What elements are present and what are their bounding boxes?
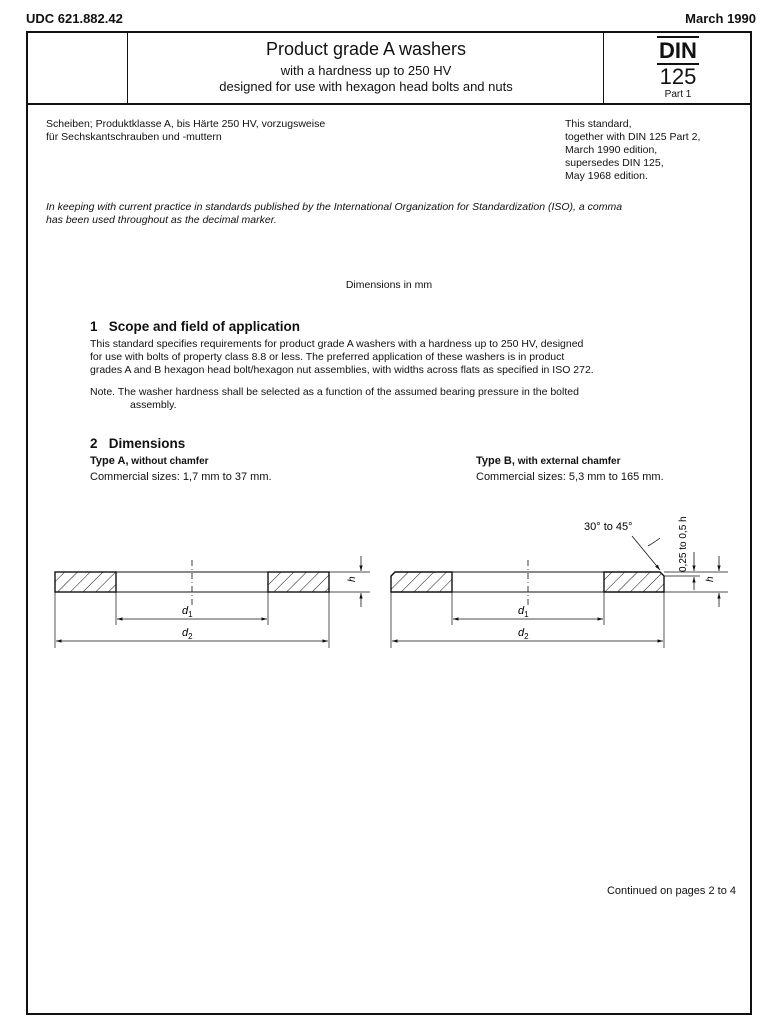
iso-note-line: has been used throughout as the decimal marker.: [46, 214, 277, 226]
type-b-d2-letter: d: [518, 627, 525, 639]
type-a-sizes: Commercial sizes: 1,7 mm to 37 mm.: [90, 471, 272, 483]
type-a-d2-letter: d: [182, 627, 189, 639]
type-b-angle-label: 30° to 45°: [584, 521, 633, 533]
issue-date: March 1990: [685, 11, 756, 26]
section-1-line: for use with bolts of property class 8.8 or less. The preferred application of these washers is in product: [90, 351, 565, 363]
type-a-h-label: h: [347, 576, 358, 582]
document-subtitle-1: with a hardness up to 250 HV: [280, 63, 452, 78]
type-a-d1-letter: d: [182, 605, 189, 617]
supersedes-line: together with DIN 125 Part 2,: [565, 131, 701, 143]
type-a-d1-label: [182, 605, 193, 619]
type-a-d1-subscript: 1: [188, 610, 193, 619]
type-b-d1-letter: d: [518, 605, 525, 617]
supersedes-line: May 1968 edition.: [565, 170, 648, 182]
supersedes-line: March 1990 edition,: [565, 144, 658, 156]
standard-number: 125: [659, 64, 697, 89]
german-title-line: Scheiben; Produktklasse A, bis Härte 250 HV, vorzugsweise: [46, 118, 326, 130]
german-title-line: für Sechskantschrauben und -muttern: [46, 131, 222, 143]
type-a-desc: without chamfer: [128, 456, 209, 467]
type-a-name: Type A,: [90, 455, 129, 467]
section-2-number: 2: [90, 436, 98, 451]
section-1-title: Scope and field of application: [108, 319, 301, 334]
document-subtitle-2: designed for use with hexagon head bolts and nuts: [219, 79, 513, 94]
type-b-angle-arc: [648, 538, 660, 546]
type-b-chamfer-height-label: 0,25 to 0,5 h: [678, 516, 689, 572]
continued-note: Continued on pages 2 to 4: [606, 885, 736, 897]
type-b-sizes: Commercial sizes: 5,3 mm to 165 mm.: [476, 471, 664, 483]
type-b-section-left: [391, 572, 452, 592]
document-title: Product grade A washers: [265, 39, 467, 59]
standard-label: DIN: [659, 38, 697, 63]
type-b-section-right: [604, 572, 664, 592]
type-a-section-left: [55, 572, 116, 592]
type-a-d2-subscript: 2: [188, 632, 193, 641]
section-2-title: Dimensions: [108, 436, 186, 451]
type-a-drawing: [55, 556, 370, 648]
note-line: Note. The washer hardness shall be selected as a function of the assumed bearing pressure in the bolted: [90, 386, 579, 398]
type-b-d1-subscript: 1: [524, 610, 529, 619]
type-b-d1-label: [518, 605, 529, 619]
type-b-d2-label: [518, 627, 529, 641]
supersedes-line: supersedes DIN 125,: [565, 157, 664, 169]
type-b-name: Type B,: [476, 455, 515, 467]
type-a-section-right: [268, 572, 329, 592]
type-b-desc: with external chamfer: [514, 456, 621, 467]
standard-part: Part 1: [664, 89, 692, 100]
iso-note-line: In keeping with current practice in standards published by the International Organization for Standardization (ISO), a comma: [46, 201, 623, 213]
note-line: assembly.: [130, 399, 177, 411]
type-b-h-label: h: [705, 576, 716, 582]
udc-number: UDC 621.882.42: [26, 11, 123, 26]
section-1-line: This standard specifies requirements for product grade A washers with a hardness up to 250 HV, designed: [90, 338, 584, 350]
section-1-number: 1: [90, 319, 98, 334]
type-a-d2-label: [182, 627, 193, 641]
type-b-d2-subscript: 2: [524, 632, 529, 641]
units-note: Dimensions in mm: [345, 279, 433, 291]
type-b-drawing: [391, 516, 728, 648]
section-1-line: grades A and B hexagon head bolt/hexagon nut assemblies, with widths across flats as specified in ISO 272.: [90, 364, 594, 376]
supersedes-line: This standard,: [565, 118, 632, 130]
